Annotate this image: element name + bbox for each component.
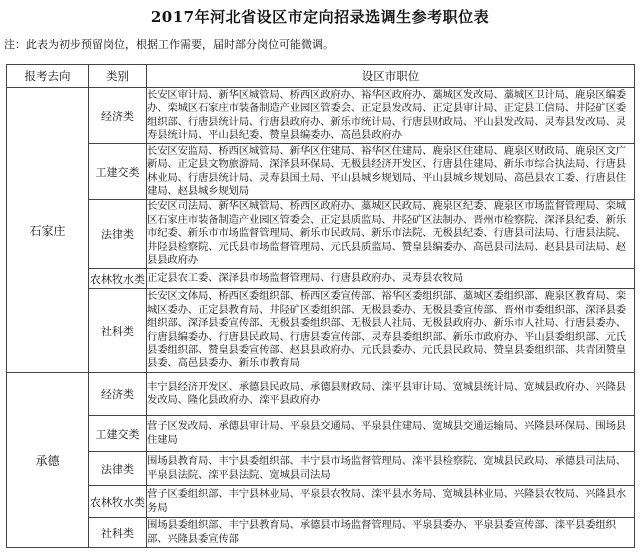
positions-cell: 营子区发改局、承德县审计局、平泉县交通局、平泉县住建局、宽城县交通运输局、兴隆县环保局、围场县住建局: [147, 416, 635, 452]
positions-cell: 营子区委组织部、丰宁县林业局、平泉县农牧局、滦平县水务局、宽城县林业局、兴隆县农牧局、兴隆县水务局: [147, 486, 635, 518]
positions-cell: 长安区安监局、桥西区城管局、新华区住建局、裕华区住建局、鹿泉区住建局、鹿泉区财政局、鹿泉区文广新局、正定县文物旅游局、深泽县环保局、无极县经济开发区、行唐县住建局、新乐市综合执法局、行唐县林业局、行唐县统计局、灵寿县国土局、平山县城乡规划局、平山县城乡规划局、高邑县农工委、行唐县住建局、赵县城乡规划局: [147, 144, 635, 200]
table-header-row: [7, 65, 635, 88]
table-row: [7, 452, 635, 486]
destination-cell-shijiazhuang: 石家庄: [7, 88, 89, 373]
category-cell: 法律类: [89, 452, 147, 486]
table-row: [7, 289, 635, 373]
positions-cell: 长安区司法局、新华区城管局、桥西区政府办、藁城区民政局、鹿泉区纪委、鹿泉区市场监督管理局、栾城区石家庄市装备制造产业园区管委会、正定县质监局、井陉矿区法制办、晋州市检察院、深泽县纪委、新乐市纪委、新乐市市场监督管理局、新乐市民政局、新乐市法院、无极县纪委、行唐县司法局、行唐县法院、井陉县检察院、元氏县市场监督管理局、元氏县质监局、赞皇县编委办、高邑县司法局、赵县县司法局、赵县县政府办: [147, 200, 635, 269]
positions-table: [6, 64, 635, 548]
category-cell: 经济类: [89, 373, 147, 416]
category-cell: 工建交类: [89, 144, 147, 200]
category-cell: 法律类: [89, 200, 147, 269]
header-positions: 设区市职位: [147, 65, 635, 88]
positions-cell: 围场县教育局、丰宁县委组织部、丰宁县市场监督管理局、滦平县检察院、宽城县民政局、承德县司法局、平泉县法院、滦平县法院、宽城县司法局: [147, 452, 635, 486]
positions-cell: 丰宁县经济开发区、承德县民政局、承德县财政局、滦平县审计局、宽城县统计局、宽城县政府办、兴隆县发改局、隆化县政府办、滦平县政府办: [147, 373, 635, 416]
page-title: 2017年河北省设区市定向招录选调生参考职位表: [150, 8, 490, 26]
category-cell: 工建交类: [89, 416, 147, 452]
header-category: 类别: [89, 65, 147, 88]
category-cell: 经济类: [89, 88, 147, 144]
table-row: [7, 486, 635, 518]
table-row: [7, 269, 635, 289]
positions-cell: 正定县农工委、深泽县市场监督管理局、行唐县政府办、灵寿县农牧局: [147, 269, 635, 289]
table-row: [7, 373, 635, 416]
category-cell: 社科类: [89, 289, 147, 373]
table-row: [7, 144, 635, 200]
destination-cell-chengde: 承德: [7, 373, 89, 548]
table-row: [7, 88, 635, 144]
positions-cell: 长安区审计局、新华区城管局、桥西区政府办、裕华区政府办、藁城区发改局、藁城区卫计局、鹿泉区编委办、栾城区石家庄市装备制造产业园区管委会、正定县发改局、正定县审计局、正定县工信局、井陉矿区委组织部、行唐县统计局、行唐县政府办、新乐市统计局、行唐县财政局、平山县发改局、灵寿县发改局、灵寿县统计局、平山县纪委、赞皇县编委办、高邑县政府办: [147, 88, 635, 144]
table-row: [7, 518, 635, 548]
table-note: 注：此表为初步预留岗位，根据工作需要，届时部分岗位可能微调。: [4, 38, 334, 51]
table-row: [7, 416, 635, 452]
header-destination: 报考去向: [7, 65, 89, 88]
positions-cell: 长安区文体局、桥西区委组织部、桥西区委宣传部、裕华区委组织部、藁城区委组织部、鹿泉区教育局、栾城区委办、正定县教育局、井陉矿区委组织部、无极县委办、无极县委宣传部、晋州市委组织部、深泽县委组织部、深泽县委宣传部、无极县委组织部、无极县人社局、无极县政府办、新乐市人社局、行唐县委办、行唐县编委办、行唐县民政局、行唐县委宣传部、灵寿县委组织部、新乐市政府办、平山县委组织部、元氏县委组织部、赞皇县委宣传部、赵县县政府办、元氏县委办、元氏县民政局、赞皇县委组织部、共青团赞皇县委、高邑县委办、新乐市教育局: [147, 289, 635, 373]
positions-cell: 围场县委组织部、丰宁县教育局、承德县市场监督管理局、平泉县委办、平泉县委宣传部、滦平县委组织部、兴隆县委宣传部: [147, 518, 635, 548]
category-cell: 社科类: [89, 518, 147, 548]
table-row: [7, 200, 635, 269]
category-cell: 农林牧水类: [89, 269, 147, 289]
category-cell: 农林牧水类: [89, 486, 147, 518]
